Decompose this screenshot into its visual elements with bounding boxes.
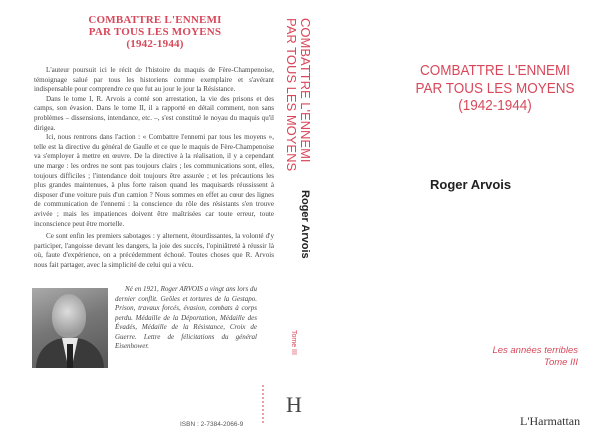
spine-author: Roger Arvois — [299, 190, 311, 259]
title-line: COMBATTRE L'ENNEMI — [419, 62, 571, 79]
title-line: COMBATTRE L'ENNEMI — [88, 14, 222, 26]
front-cover-title — [396, 62, 594, 115]
spine-title — [284, 18, 312, 171]
title-line: PAR TOUS LES MOYENS — [88, 26, 222, 38]
printer-mark — [262, 385, 264, 425]
author-photo — [32, 288, 108, 368]
volume-number: Tome III — [544, 357, 578, 368]
publisher-logo: L'Harmattan — [520, 414, 581, 428]
title-line: PAR TOUS LES MOYENS — [415, 79, 575, 97]
isbn: ISBN : 2-7384-2066-9 — [180, 421, 244, 428]
title-line: (1942-1944) — [126, 38, 184, 50]
summary-paragraph: Ce sont enfin les premiers sabotages : y alternent, étourdissantes, la volonté d'y participer, l'angoisse devant les dangers, la joie des succès, l'opiniâtreté à réussir là où, faute d'expérience, on a précédemment échoué. Toutes choses que R. Arvois nous fait partager, avec la simplicité de celui qui a vécu. — [34, 232, 274, 269]
summary-paragraph: Ici, nous rentrons dans l'action : « Combattre l'ennemi par tous les moyens », telle est la directive du général de Gaulle et ce que le maquis de Fère-Champenoise va s'employer à mettre en œuvre. De la directive à la réalisation, il y a cependant une marge : les ordres ne sont pas toujours clairs ; les communications sont, elles, toujours difficiles ; l'intendance doit toujours être assurée ; et les précautions les plus grandes maintenues, à plus forte raison quand les maquisards réussissent à disposer d'une voiture puis d'un camion ? Nous sommes en effet au cœur des lignes de communication de l'ennemi : la conscience du rôle des résistants s'en trouve avivée ; mais les impatiences doivent être maîtrisées car toute erreur, toute inconscience peut être mortelle. — [34, 133, 274, 228]
series-info — [440, 345, 578, 369]
author-bio — [115, 285, 257, 352]
back-cover-summary — [34, 66, 274, 270]
title-line: COMBATTRE L'ENNEMI — [298, 18, 313, 163]
title-line: (1942-1944) — [458, 97, 532, 114]
front-author: Roger Arvois — [430, 177, 512, 192]
spine-volume: Tome III — [290, 330, 297, 355]
title-line: PAR TOUS LES MOYENS — [284, 18, 299, 172]
bio-text: Né en 1921, Roger ARVOIS a vingt ans lors du dernier conflit. Geôles et tortures de la Gestapo. Prison, travaux forcés, évasion, combats à corps perdu. Médaille de la Déportation, Médaille des Évadés, Médaille de la Résistance, Croix de Guerre. Lettre de félicitations du général Eisenhower. — [115, 285, 257, 350]
series-name: Les années terribles — [492, 345, 578, 356]
publisher-logo-icon: H — [286, 392, 302, 417]
back-cover-title — [40, 14, 270, 50]
summary-paragraph: L'auteur poursuit ici le récit de l'histoire du maquis de Fère-Champenoise, témoignage salué par tous les historiens comme exemplaire et s'avérant indispensable pour comprendre ce que fut au jour le jour la Résistance. — [34, 66, 274, 94]
summary-paragraph: Dans le tome I, R. Arvois a conté son arrestation, la vie des prisons et des camps, son évasion. Dans le tome II, il a rapporté en détail comment, non sans problèmes – dissensions, intendance, etc. –, s'est constitué le noyau du maquis qu'il dirigea. — [34, 94, 274, 132]
